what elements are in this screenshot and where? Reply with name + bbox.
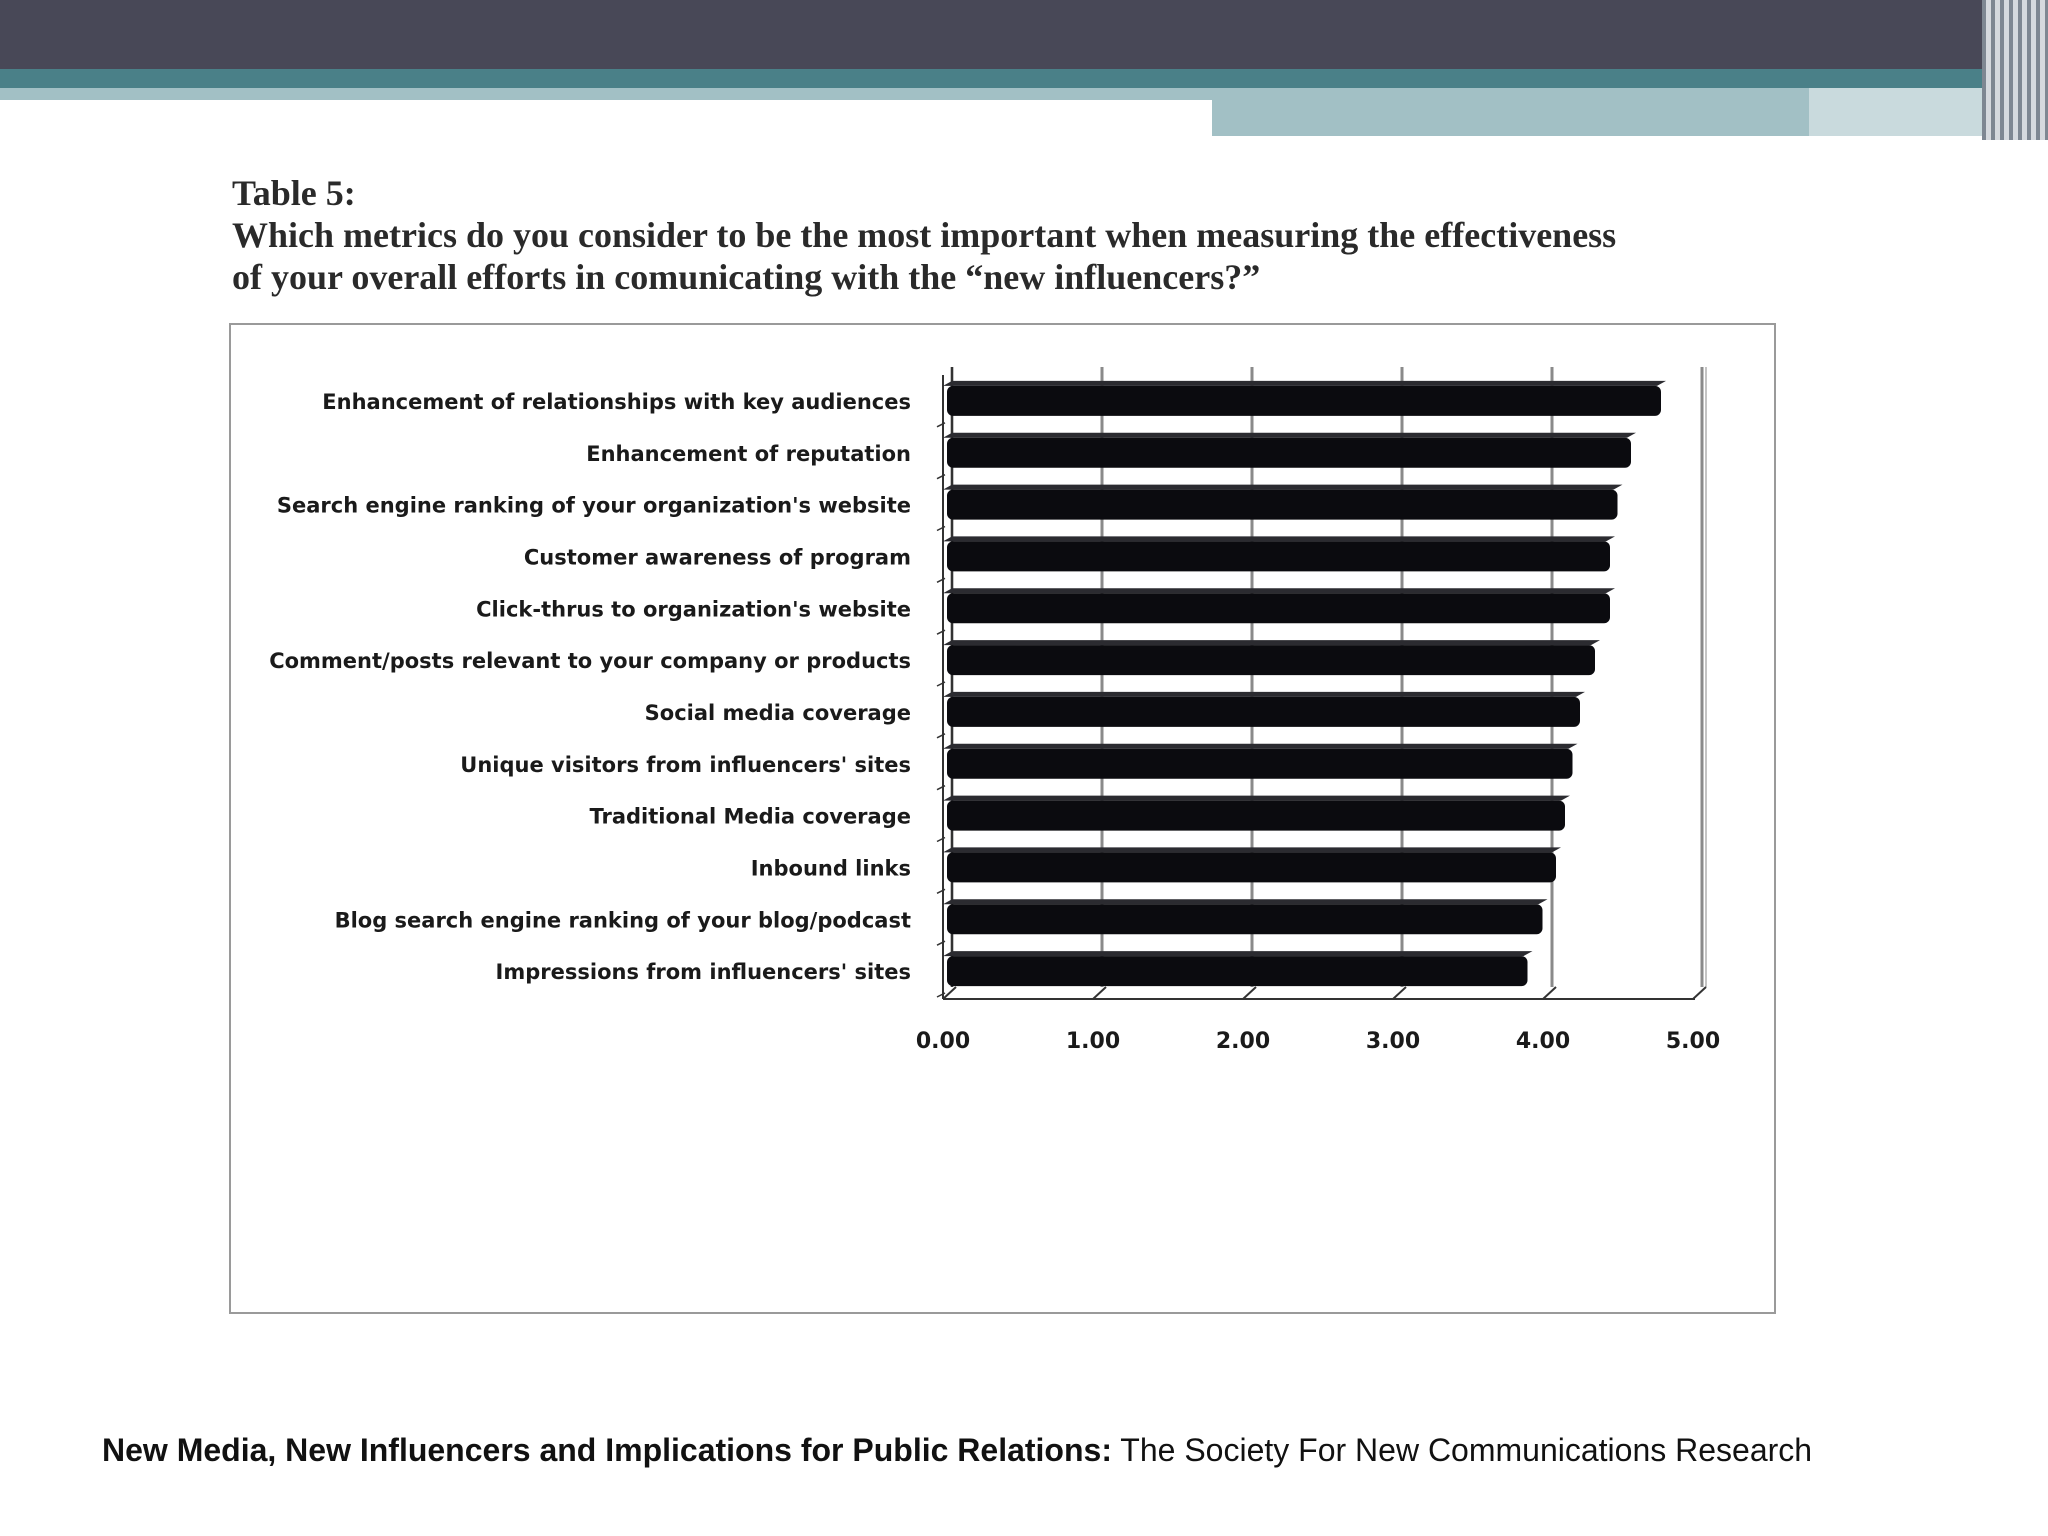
bar-top-face <box>943 433 1636 438</box>
bar-top-face <box>943 951 1533 956</box>
bar <box>947 386 1661 416</box>
table-label: Table 5: <box>232 173 356 213</box>
footer-title: New Media, New Influencers and Implications for Public Relations: <box>102 1432 1112 1468</box>
x-tick-mark <box>1243 987 1256 999</box>
category-label: Click-thrus to organization's website <box>476 597 911 622</box>
category-label: Impressions from influencers' sites <box>495 960 911 985</box>
bar <box>947 490 1618 520</box>
header-band-dark <box>0 0 2048 69</box>
x-tick-label: 1.00 <box>1065 1029 1121 1054</box>
bar <box>947 697 1580 727</box>
category-label: Enhancement of relationships with key audiences <box>322 389 911 414</box>
bar <box>947 956 1528 986</box>
header-band-light-right <box>1212 88 1809 136</box>
footer-source: The Society For New Communications Research <box>1111 1432 1813 1468</box>
header-band-teal <box>0 69 2048 88</box>
bar-top-face <box>943 796 1570 801</box>
question-line-2: of your overall efforts in comunicating with the “new influencers?” <box>232 257 1261 297</box>
bar-chart <box>231 325 1774 1312</box>
footer-caption <box>102 1430 1962 1470</box>
x-tick-label: 3.00 <box>1365 1029 1421 1054</box>
x-tick-label: 4.00 <box>1515 1029 1571 1054</box>
bar-top-face <box>943 381 1666 386</box>
bar-top-face <box>943 744 1578 749</box>
bar-top-face <box>943 899 1548 904</box>
bar <box>947 541 1610 571</box>
category-label: Enhancement of reputation <box>586 441 911 466</box>
bar <box>947 645 1595 675</box>
bar-top-face <box>943 692 1585 697</box>
bar <box>947 801 1565 831</box>
category-label: Blog search engine ranking of your blog/podcast <box>334 908 911 933</box>
bar <box>947 852 1556 882</box>
header-band-light-left <box>0 88 1212 100</box>
x-tick-label: 2.00 <box>1215 1029 1271 1054</box>
bar <box>947 749 1573 779</box>
table-heading <box>232 172 1792 298</box>
bar <box>947 593 1610 623</box>
bar-top-face <box>943 485 1623 490</box>
bar-top-face <box>943 640 1600 645</box>
x-tick-label: 5.00 <box>1665 1029 1721 1054</box>
x-tick-mark <box>1093 987 1106 999</box>
bar <box>947 438 1631 468</box>
x-tick-mark <box>1393 987 1406 999</box>
x-tick-label: 0.00 <box>915 1029 971 1054</box>
bar-top-face <box>943 588 1615 593</box>
bar <box>947 904 1543 934</box>
category-label: Social media coverage <box>644 700 911 725</box>
chart-frame <box>229 323 1776 1314</box>
x-tick-mark <box>1543 987 1556 999</box>
bar-top-face <box>943 847 1561 852</box>
category-label: Search engine ranking of your organization's website <box>276 493 911 518</box>
question-line-1: Which metrics do you consider to be the most important when measuring the effectiveness <box>232 215 1617 255</box>
category-label: Traditional Media coverage <box>589 804 911 829</box>
x-tick-mark <box>1693 987 1706 999</box>
category-label: Customer awareness of program <box>523 545 911 570</box>
category-label: Inbound links <box>750 856 911 881</box>
header-edge-stripes <box>1982 0 2048 140</box>
bar-top-face <box>943 536 1615 541</box>
category-label: Unique visitors from influencers' sites <box>460 752 911 777</box>
category-label: Comment/posts relevant to your company or products <box>269 649 911 674</box>
